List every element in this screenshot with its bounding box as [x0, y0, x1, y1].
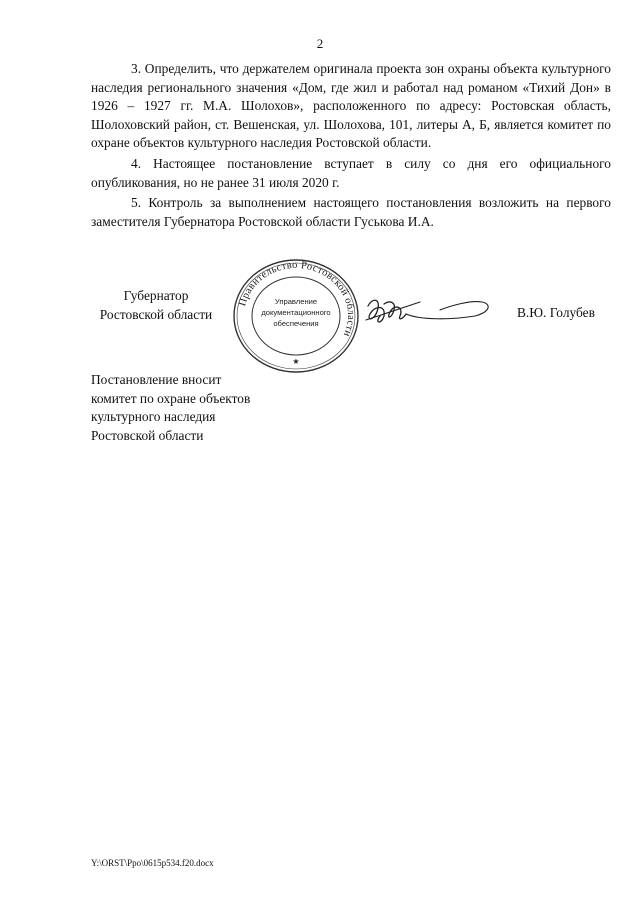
official-seal — [226, 256, 366, 376]
paragraph-5: 5. Контроль за выполнением настоящего постановления возложить на первого заместителя Губернатора Ростовской области Гуськова И.А. — [91, 195, 611, 229]
introduced-by-line1: Постановление вносит — [91, 372, 222, 387]
seal-inner-line1: Управление — [274, 297, 318, 306]
seal-star-icon: ★ — [292, 357, 300, 366]
page-number: 2 — [316, 36, 324, 51]
signatory-title — [91, 287, 221, 324]
introduced-by-line4: Ростовской области — [91, 427, 204, 443]
introduced-by-line2: комитет по охране объектов — [91, 390, 251, 406]
signatory-name: В.Ю. Голубев — [517, 305, 595, 320]
signatory-title-line1: Губернатор — [123, 288, 189, 303]
handwritten-signature — [360, 290, 495, 335]
paragraph-4: 4. Настоящее постановление вступает в силу со дня его официального опубликования, но не ранее 31 июля 2020 г. — [91, 155, 611, 190]
seal-ring-text: Правительство Ростовской области — [237, 259, 357, 339]
paragraph-3: 3. Определить, что держателем оригинала проекта зон охраны объекта культурного наследия регионального значения «Дом, где жил и работал над романом «Тихий Дон» в 1926 – 1927 гг. М.А. Шолохов», расположенного по адресу: Ростовская область, Шолоховский район, ст. Вешенская, ул. Шолохова, 101, литеры А, Б, является комитет по охране объектов культурного наследия Ростовской области. — [91, 61, 611, 151]
footer-file-path: Y:\ORST\Ppo\0615p534.f20.docx — [91, 858, 214, 868]
introduced-by-note — [91, 371, 250, 445]
signatory-title-line2: Ростовской области — [99, 306, 213, 322]
seal-inner-line3: обеспечения — [273, 319, 319, 328]
introduced-by-line3: культурного наследия — [91, 409, 216, 425]
seal-inner-line2: документационного — [261, 308, 331, 317]
document-body — [91, 60, 611, 233]
